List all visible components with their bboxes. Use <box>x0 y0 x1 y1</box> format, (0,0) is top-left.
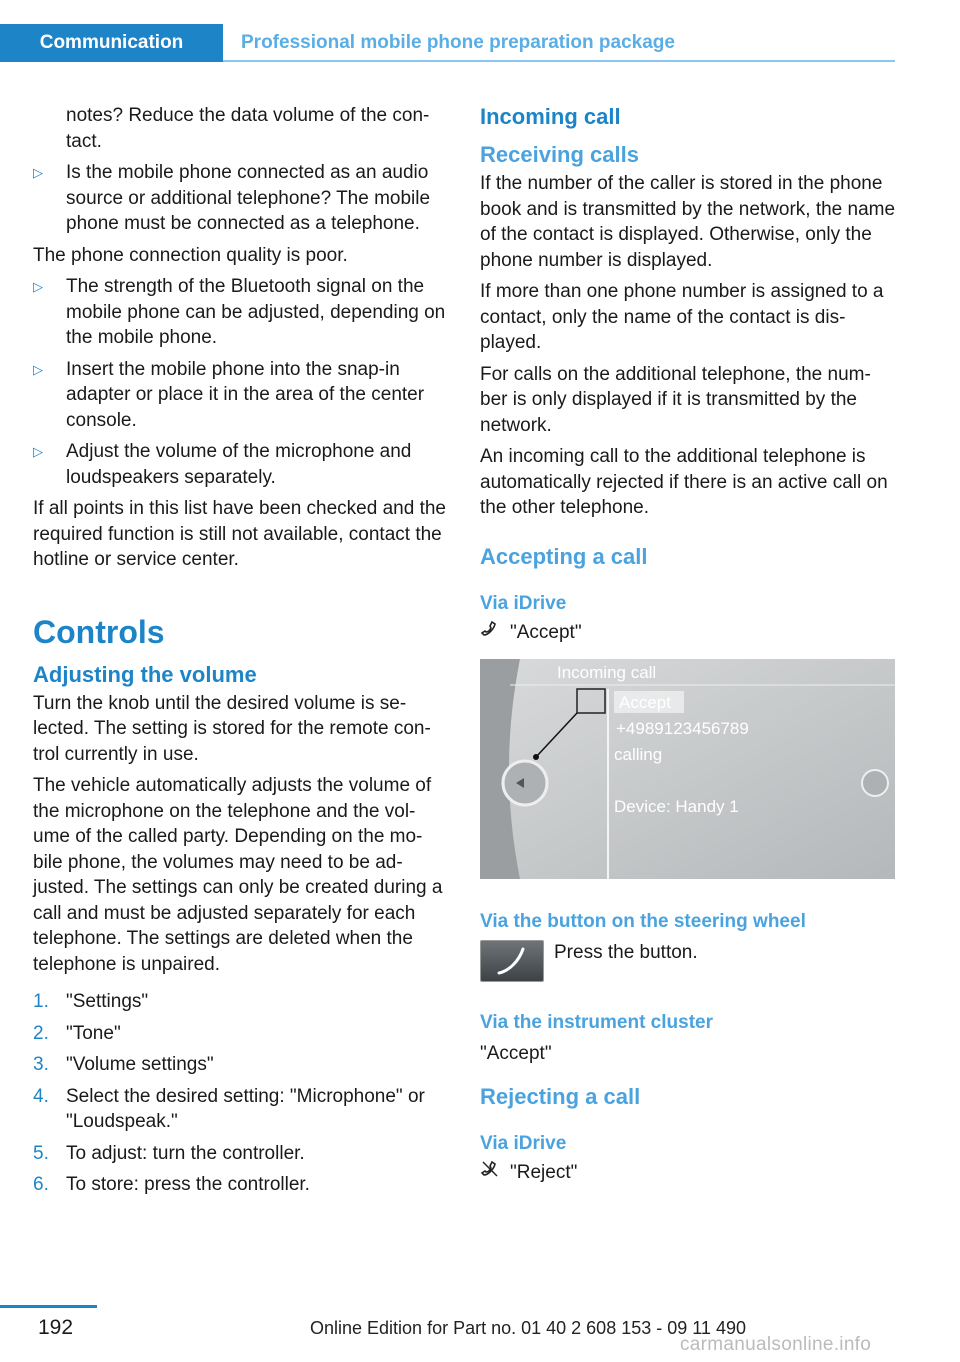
chapter-tab: Communication <box>0 24 223 62</box>
left-column <box>33 103 451 1204</box>
footer-edition: Online Edition for Part no. 01 40 2 608 153 - 09 11 490 <box>310 1318 746 1338</box>
section-title: Professional mobile phone preparation package <box>241 32 675 53</box>
step-item: 2. "Tone" <box>33 1022 121 1044</box>
bullet-item: ▷ Adjust the volume of the microphone and loudspeakers separately. <box>33 441 412 488</box>
phone-reject-icon <box>480 1160 500 1186</box>
screen-title: Incoming call <box>557 663 657 682</box>
paragraph: "Accept" <box>480 1043 552 1064</box>
idrive-screen <box>480 659 895 879</box>
paragraph: For calls on the additional telephone, the num- ber is only displayed if it is transmitted by the network. <box>480 363 871 436</box>
step-item: 5. To adjust: turn the controller. <box>33 1142 305 1164</box>
bullet-item: ▷ Insert the mobile phone into the snap-in adapter or place it in the area of the center console. <box>33 358 425 431</box>
paragraph: Turn the knob until the desired volume is se- lected. The setting is stored for the remote con- trol currently in use. <box>33 692 431 765</box>
bullet-item: ▷ Is the mobile phone connected as an audio source or additional telephone? The mobile phone must be connected as a telephone. <box>33 162 431 234</box>
bullet-item: ▷ The strength of the Bluetooth signal on the mobile phone can be adjusted, depending on the mobile phone. <box>33 276 446 348</box>
step-item: 3. "Volume settings" <box>33 1054 214 1075</box>
page-number: 192 <box>38 1316 74 1339</box>
heading-via-idrive: Via iDrive <box>480 1132 567 1154</box>
triangle-right-icon: ▷ <box>33 361 43 377</box>
reject-row: "Reject" <box>480 1160 900 1186</box>
triangle-right-icon: ▷ <box>33 165 43 180</box>
heading-via-instrument-cluster: Via the instrument cluster <box>480 1012 713 1033</box>
paragraph: If all points in this list have been checked and the required function is still not available, contact the hotline or service center. <box>33 498 446 570</box>
paragraph: The vehicle automatically adjusts the volume of the microphone on the telephone and the vol- ume of the called party. Depending on the mo- bile phone, the volumes may need to be ad- justed. The settings can only be created during a call and must be adjusted separately for each telephone. The settings are deleted when the telephone is unpaired. <box>33 775 443 975</box>
heading-adjusting-volume: Adjusting the volume <box>33 661 257 687</box>
paragraph: An incoming call to the additional telephone is automatically rejected if there is an active call on the other telephone. <box>480 446 888 518</box>
steering-button-row: Press the button. <box>480 940 900 982</box>
step-item: 1. "Settings" <box>33 991 149 1012</box>
heading-receiving-calls: Receiving calls <box>480 142 639 167</box>
paragraph: The phone connection quality is poor. <box>33 244 348 266</box>
step-item: 6. To store: press the controller. <box>33 1174 310 1195</box>
paragraph: If more than one phone number is assigned to a contact, only the name of the contact is dis- played. <box>480 281 884 353</box>
step-item: 4. Select the desired setting: "Microphone" or "Loudspeak." <box>33 1085 425 1132</box>
accept-option[interactable]: Accept <box>619 693 671 712</box>
heading-via-idrive: Via iDrive <box>480 592 567 614</box>
heading-accepting-call: Accepting a call <box>480 543 648 569</box>
right-column <box>480 103 900 1191</box>
paragraph: If the number of the caller is stored in the phone book and is transmitted by the network, the name of the contact is displayed. Otherwise, only the phone number is displayed. <box>480 173 896 271</box>
page-number-rule <box>0 1305 97 1308</box>
caller-number: +4989123456789 <box>616 719 749 738</box>
paragraph: notes? Reduce the data volume of the con- tact. <box>66 105 430 152</box>
heading-incoming-call: Incoming call <box>480 104 621 129</box>
header-divider <box>223 60 895 62</box>
heading-via-steering-wheel: Via the button on the steering wheel <box>480 911 806 932</box>
accept-row: "Accept" <box>480 620 900 646</box>
heading-rejecting-call: Rejecting a call <box>480 1083 641 1109</box>
phone-button-icon <box>480 940 544 982</box>
call-status: calling <box>614 745 663 764</box>
heading-controls: Controls <box>33 613 165 650</box>
device-name: Device: Handy 1 <box>614 797 739 816</box>
phone-accept-icon <box>480 620 500 646</box>
triangle-right-icon: ▷ <box>33 279 43 294</box>
triangle-right-icon: ▷ <box>33 444 43 459</box>
watermark: carmanualsonline.info <box>680 1334 872 1355</box>
